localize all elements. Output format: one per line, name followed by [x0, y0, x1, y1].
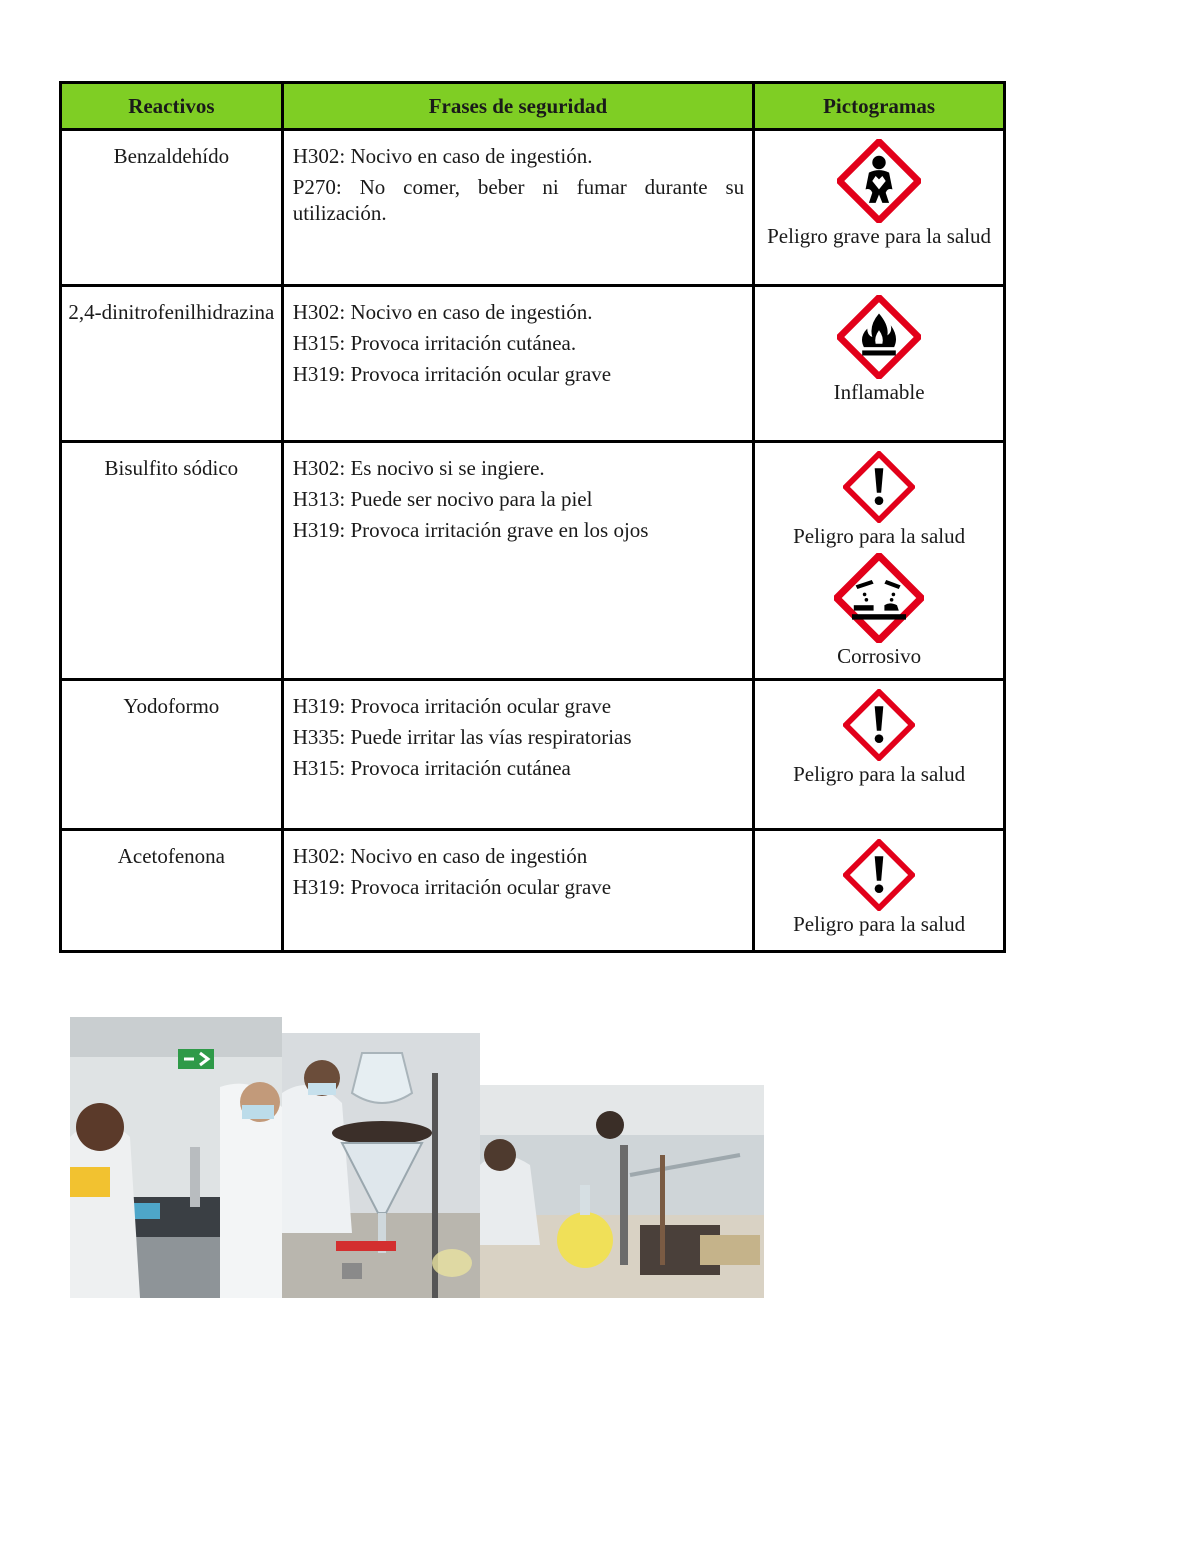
reagent-cell: Yodoformo [61, 680, 283, 830]
exclamation-icon [843, 451, 915, 523]
pictogram-cell [754, 130, 1005, 286]
lab-photo-bench [480, 1085, 764, 1298]
table-row [61, 130, 1005, 286]
phrases-cell [282, 130, 753, 286]
header-frases: Frases de seguridad [282, 83, 753, 130]
phrase: H302: Nocivo en caso de ingestión. [292, 144, 593, 168]
lab-photo-separatory-funnel [282, 1033, 480, 1298]
pictogram-label: Peligro para la salud [793, 524, 966, 548]
pictogram-cell [754, 680, 1005, 830]
pictogram-cell [754, 442, 1005, 680]
table-header-row [61, 83, 1005, 130]
phrases-cell [282, 680, 753, 830]
corrosive-icon [834, 553, 924, 643]
phrases-cell [282, 286, 753, 442]
pictogram-label: Peligro para la salud [793, 762, 966, 786]
phrase: H315: Provoca irritación cutánea [292, 756, 571, 780]
lab-photo-bench-icon [480, 1085, 764, 1298]
exclamation-icon [843, 839, 915, 911]
lab-photo-analyst [70, 1017, 282, 1298]
pictogram-label: Peligro grave para la salud [767, 224, 992, 248]
phrase: H302: Nocivo en caso de ingestión. [292, 300, 593, 324]
safety-table [59, 81, 1006, 953]
exclamation-icon [843, 689, 915, 761]
pictogram-cell [754, 286, 1005, 442]
phrase: H302: Nocivo en caso de ingestión [292, 844, 588, 868]
table-row [61, 442, 1005, 680]
pictogram-cell [754, 830, 1005, 952]
phrase: P270: No comer, beber ni fumar durante su utilización. [292, 175, 745, 225]
lab-photo-analyst-icon [70, 1017, 282, 1298]
phrase: H313: Puede ser nocivo para la piel [292, 487, 593, 511]
health-hazard-icon [837, 139, 921, 223]
header-reactivos: Reactivos [61, 83, 283, 130]
reagent-cell: Benzaldehído [61, 130, 283, 286]
reagent-cell: Acetofenona [61, 830, 283, 952]
table-row [61, 286, 1005, 442]
pictogram-label: Peligro para la salud [793, 912, 966, 936]
reagent-cell: 2,4-dinitrofenilhidrazina [61, 286, 283, 442]
lab-photo-separatory-funnel-icon [282, 1033, 480, 1298]
phrases-cell [282, 442, 753, 680]
phrase: H335: Puede irritar las vías respiratorias [292, 725, 632, 749]
phrase: H319: Provoca irritación ocular grave [292, 694, 612, 718]
table-row [61, 830, 1005, 952]
phrase: H319: Provoca irritación grave en los ojos [292, 518, 649, 542]
phrase: H302: Es nocivo si se ingiere. [292, 456, 545, 480]
phrases-cell [282, 830, 753, 952]
phrase: H315: Provoca irritación cutánea. [292, 331, 577, 355]
flame-icon [837, 295, 921, 379]
pictogram-label: Corrosivo [837, 644, 922, 668]
phrase: H319: Provoca irritación ocular grave [292, 875, 612, 899]
table-row [61, 680, 1005, 830]
reagent-cell: Bisulfito sódico [61, 442, 283, 680]
phrase: H319: Provoca irritación ocular grave [292, 362, 612, 386]
header-pictogramas: Pictogramas [754, 83, 1005, 130]
pictogram-label: Inflamable [833, 380, 925, 404]
